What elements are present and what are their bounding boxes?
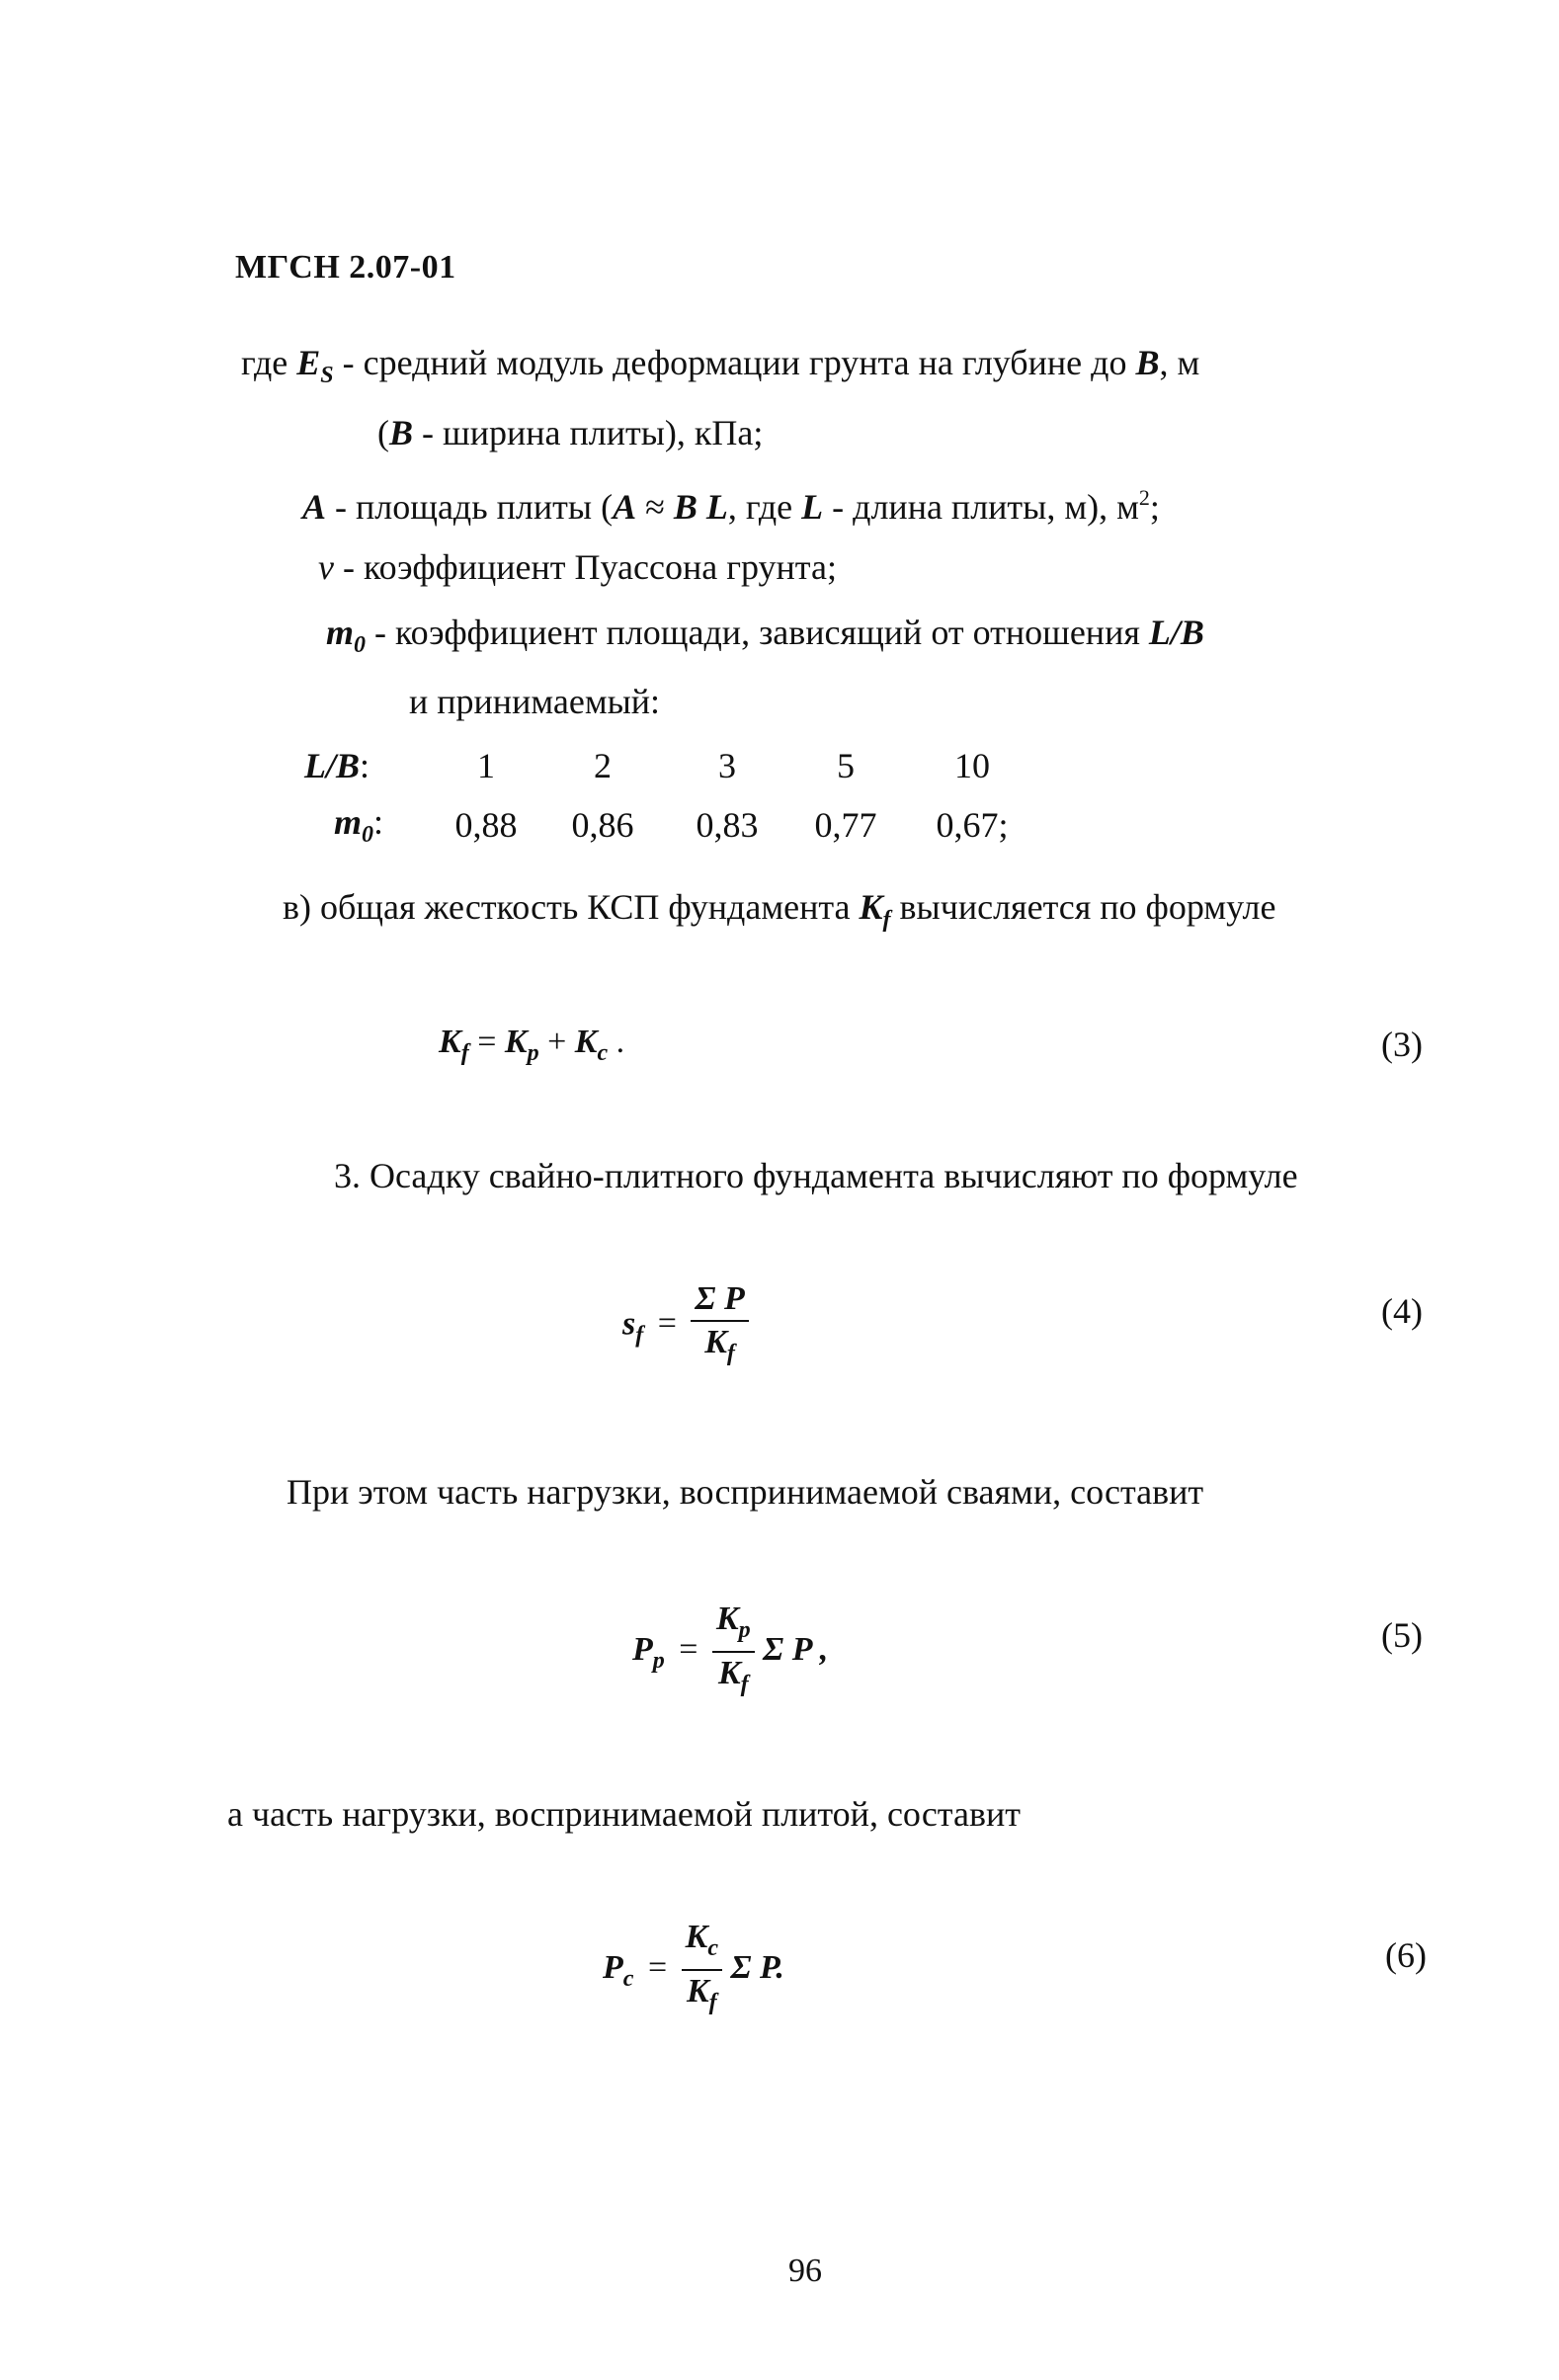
es-symbol: $E_S$ [296, 343, 334, 388]
table-cell: 3 [718, 746, 736, 785]
fraction: $\frac{\text{Σ P}}{K_f}$ [691, 1280, 748, 1372]
table-cell: 0,67; [936, 805, 1009, 845]
definition-es-line2: (B - ширина плиты), кПа; [377, 413, 764, 452]
definition-es [241, 341, 1199, 397]
equation-5: $P_p$ = $\frac{K_p}{K_f}$ Σ P , [632, 1600, 828, 1703]
table-cell: 0,77 [814, 805, 877, 845]
equation-4: $s_f$ = $\frac{\text{Σ P}}{K_f}$ [622, 1280, 749, 1372]
es-text: - средний модуль деформации грунта на глубине до [342, 343, 1127, 382]
es-b: B [1135, 343, 1160, 382]
equation-number-6: (6) [1385, 1935, 1427, 1975]
equation-number-5: (5) [1381, 1615, 1423, 1655]
definition-m0-line2: и принимаемый: [409, 682, 661, 721]
es-tail: , м [1159, 343, 1200, 382]
item-v-text: в) общая жесткость КСП фундамента $K_f$ вычисляется по формуле [283, 887, 1276, 933]
table-cell: 10 [954, 746, 990, 785]
m0-label: $m_0$: [334, 802, 384, 848]
table-cell: 2 [594, 746, 612, 785]
definition-m0: $m_0$ - коэффициент площади, зависящий от отношения L/B [326, 613, 1204, 658]
m0-table [304, 736, 1041, 855]
paragraph-plate: а часть нагрузки, воспринимаемой плитой, составит [227, 1794, 1021, 1834]
equation-6: $P_c$ = $\frac{K_c}{K_f}$ Σ P. [603, 1919, 784, 2021]
document-code: МГСН 2.07-01 [235, 249, 456, 286]
definition-intro: где [241, 343, 288, 382]
page-number: 96 [788, 2253, 822, 2289]
table-cell: 0,83 [696, 805, 759, 845]
table-cell: 0,88 [454, 805, 518, 845]
equation-3: $K_f = K_p + K_c$ . [439, 1024, 625, 1066]
table-cell: 0,86 [571, 805, 634, 845]
equation-number-3: (3) [1381, 1025, 1423, 1064]
equation-number-4: (4) [1381, 1291, 1423, 1331]
table-row [304, 736, 1041, 795]
definition-a: A - площадь плиты (A ≈ B L, где L - длина плиты, м), $м^2$; [302, 485, 1160, 527]
definition-nu: ν - коэффициент Пуассона грунта; [318, 547, 837, 587]
table-cell: 5 [837, 746, 855, 785]
lb-label: L/B: [304, 746, 370, 785]
table-cell: 1 [477, 746, 495, 785]
table-row [304, 795, 1041, 855]
paragraph-piles: При этом часть нагрузки, воспринимаемой сваями, составит [287, 1472, 1204, 1512]
fraction: $\frac{K_c}{K_f}$ [682, 1919, 722, 2021]
paragraph-3: 3. Осадку свайно-плитного фундамента вычисляют по формуле [334, 1156, 1298, 1195]
fraction: $\frac{K_p}{K_f}$ [712, 1600, 755, 1703]
